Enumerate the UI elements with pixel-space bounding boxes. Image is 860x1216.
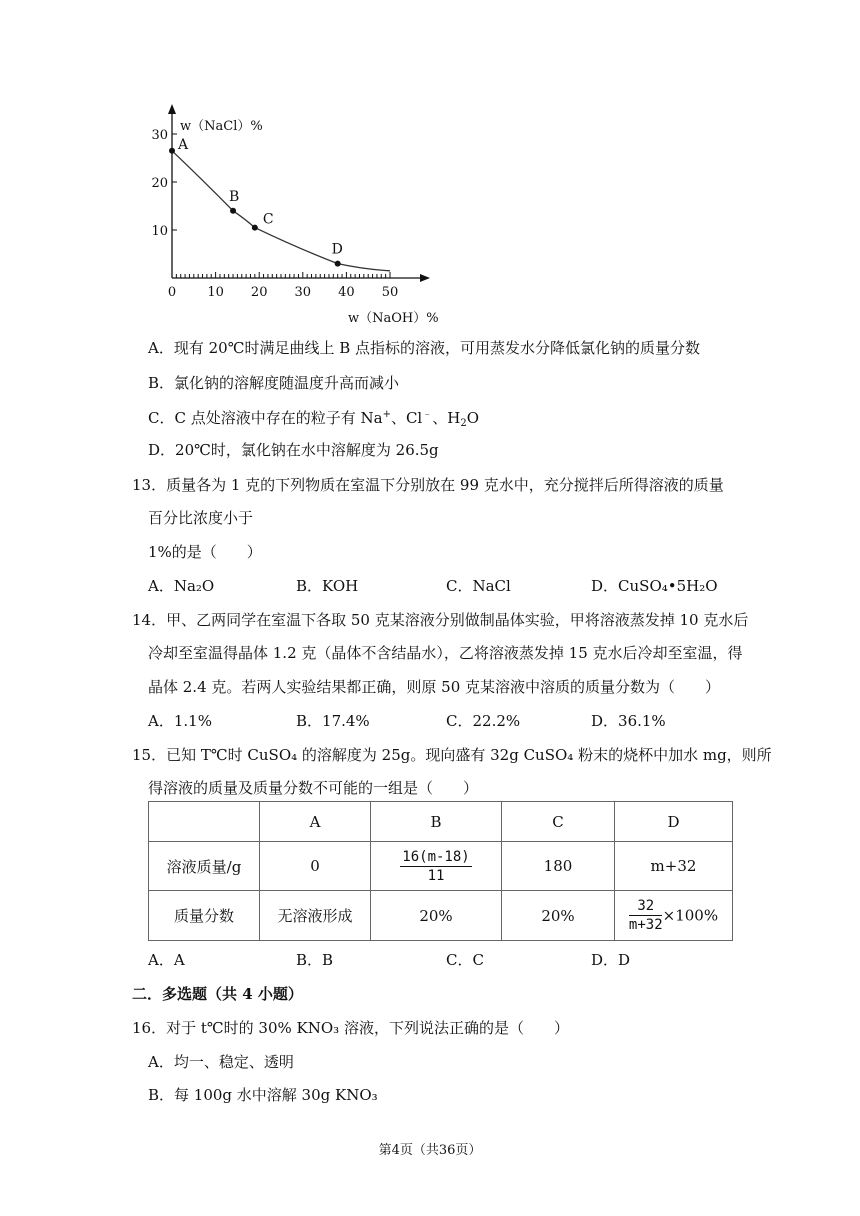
q14-option-b: B．17.4% [296,712,370,730]
q12-c-post: O [466,409,480,427]
x-axis-arrow [420,274,430,282]
q15-row2-d-tail: ×100% [662,906,719,925]
q14-stem-2: 冷却至室温得晶体 1.2 克（晶体不含结晶水），乙将溶液蒸发掉 15 克水后冷却至室温，得 [148,644,743,662]
q15-header-blank [149,802,260,842]
q13-stem-1: 13．质量各为 1 克的下列物质在室温下分别放在 99 克水中，充分搅拌后所得溶液的质量 [132,476,724,494]
q12-option-d: D．20℃时，氯化钠在水中溶解度为 26.5g [148,441,439,459]
q12-c-sup1: + [382,409,391,420]
q15-row2-a: 无溶液形成 [260,891,371,941]
q13-options [148,575,788,596]
q15-header-b: B [371,802,502,842]
q12-c-mid2: 、H [432,409,461,427]
q14-option-c: C．22.2% [446,712,521,730]
x-tick-label: 50 [381,285,399,300]
q13-stem-3: 1%的是（ ） [148,543,262,561]
q15-stem-2: 得溶液的质量及质量分数不可能的一组是（ ） [148,779,479,797]
fraction-denominator: m+32 [628,917,663,933]
q12-c-mid: 、Cl [390,409,423,427]
q15-table [148,801,733,941]
q13-option-d: D．CuSO₄•5H₂O [591,577,718,595]
point-label-d: D [331,241,343,258]
q15-row1-c: 180 [502,842,615,891]
q15-option-a: A．A [148,951,185,969]
q15-row2-d [615,891,733,941]
q15-header-c: C [502,802,615,842]
point-d [335,261,341,267]
fraction-numerator: 32 [629,897,662,916]
point-label-b: B [229,188,240,205]
q14-stem-3: 晶体 2.4 克。若两人实验结果都正确，则原 50 克某溶液中溶质的质量分数为（ ） [148,678,721,696]
x-tick-label: 0 [167,285,177,300]
point-c [252,225,258,231]
q12-c-sub: 2 [460,418,467,429]
y-axis-label: w（NaCl）% [180,119,263,134]
x-tick-label: 30 [294,285,312,300]
x-tick-label: 10 [207,285,224,300]
q15-stem-1: 15．已知 T℃时 CuSO₄ 的溶解度为 25g。现向盛有 32g CuSO₄ 粉末的烧杯中加水 mg，则所 [132,746,772,764]
q12-c-text: C．C 点处溶液中存在的粒子有 Na [148,409,383,427]
x-tick-label: 40 [338,285,355,300]
q15-row1-d: m+32 [615,842,733,891]
q16-stem: 16．对于 t℃时的 30% KNO₃ 溶液，下列说法正确的是（ ） [132,1019,569,1037]
fraction-numerator: 16(m-18) [402,849,470,865]
q15-row2-d-fraction [629,897,663,934]
q12-option-b: B．氯化钠的溶解度随温度升高而减小 [148,374,400,392]
y-tick-label: 30 [151,128,168,143]
q15-header-d: D [615,802,733,842]
page-footer: 第4页（共36页） [378,1143,482,1158]
x-axis-label: w（NaOH）% [348,311,439,326]
q15-row1-a: 0 [260,842,371,891]
q13-option-a: A．Na₂O [148,577,215,595]
q15-header-a: A [260,802,371,842]
q15-row2-label: 质量分数 [149,891,260,941]
point-b [230,208,236,214]
q16-option-b: B．每 100g 水中溶解 30g KNO₃ [148,1086,378,1104]
q14-options [148,710,788,731]
point-a [169,148,175,154]
curve [172,151,390,271]
q15-row2-c: 20% [502,891,615,941]
y-axis-arrow [168,104,176,114]
section-title: 二．多选题（共 4 小题） [132,985,303,1003]
q15-row1-b-fraction [400,848,471,885]
q12-c-sup2: ﹣ [422,409,433,420]
q15-option-b: B．B [296,951,334,969]
fraction-denominator: 11 [427,868,445,884]
q13-option-c: C．NaCl [446,577,511,595]
nacl-naoh-chart [140,100,460,330]
q12-option-a: A．现有 20℃时满足曲线上 B 点指标的溶液，可用蒸发水分降低氯化钠的质量分数 [148,339,701,357]
q15-row1-b [371,842,502,891]
q15-row2-b: 20% [371,891,502,941]
point-label-a: A [178,136,189,153]
point-label-c: C [262,211,274,228]
q14-option-d: D．36.1% [591,712,666,730]
q15-option-c: C．C [446,951,484,969]
y-tick-label: 10 [151,224,168,239]
q13-option-b: B．KOH [296,577,359,595]
q15-options [148,949,788,970]
q15-row1-label: 溶液质量/g [149,842,260,891]
x-tick-label: 20 [250,285,268,300]
q15-option-d: D．D [591,951,631,969]
q16-option-a: A．均一、稳定、透明 [148,1053,294,1071]
q14-option-a: A．1.1% [148,712,212,730]
q14-stem-1: 14．甲、乙两同学在室温下各取 50 克某溶液分别做制晶体实验，甲将溶液蒸发掉 10 克水后 [132,611,749,629]
y-tick-label: 20 [151,176,168,191]
q12-option-c [148,405,479,429]
q13-stem-2: 百分比浓度小于 [148,509,254,527]
